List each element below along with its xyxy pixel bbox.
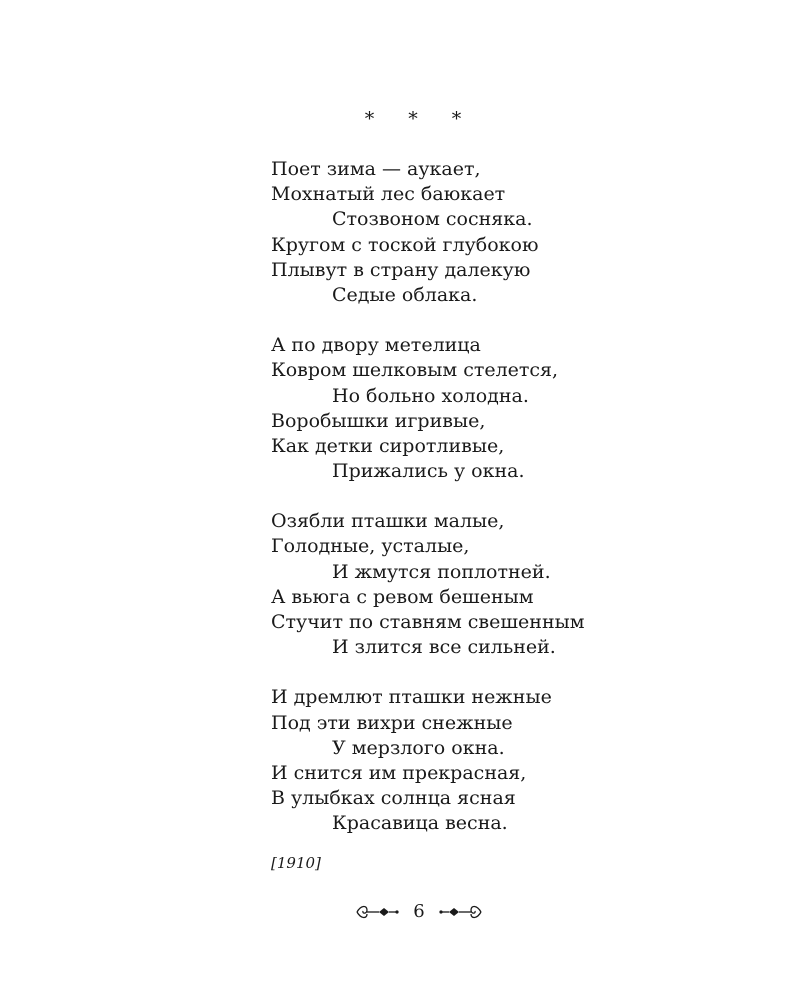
poem-line: Как детки сиротливые, xyxy=(271,434,505,457)
poem-line-indented: Красавица весна. xyxy=(332,812,508,835)
poem-line-indented: Прижались у окна. xyxy=(332,460,525,483)
poem-line: Плывут в страну далекую xyxy=(271,258,531,281)
poem-line: Поет зима — аукает, xyxy=(271,158,481,180)
poem-line-indented: Стозвоном сосняка. xyxy=(332,208,533,231)
stanza xyxy=(271,509,711,660)
poem-line: Голодные, усталые, xyxy=(271,535,470,558)
poem-line: Ковром шелковым стелется, xyxy=(271,359,559,382)
page-number: 6 xyxy=(413,901,425,922)
poem-body xyxy=(271,157,711,874)
poem-line-indented: Но больно холодна. xyxy=(332,384,529,407)
stanza xyxy=(271,157,711,308)
flourish-ornament-right-icon xyxy=(439,902,483,922)
poem-line: Под эти вихри снежные xyxy=(271,711,513,734)
poem-line-indented: И злится все сильней. xyxy=(332,636,556,659)
page-footer xyxy=(0,900,800,924)
poem-line: Стучит по ставням свешенным xyxy=(271,611,585,633)
stanza xyxy=(271,685,711,836)
poem-line-indented: У мерзлого окна. xyxy=(332,736,505,759)
section-separator: * * * xyxy=(364,108,476,130)
poem-line: И снится им прекрасная, xyxy=(271,761,527,784)
poem-line: В улыбках солнца ясная xyxy=(271,787,516,810)
poem-line: Воробышки игривые, xyxy=(271,409,486,432)
stanza xyxy=(271,333,711,484)
flourish-ornament-left-icon xyxy=(355,902,399,922)
poem-line: А вьюга с ревом бешеным xyxy=(271,585,534,608)
poem-line: Озябли пташки малые, xyxy=(271,510,505,533)
poem-line-indented: И жмутся поплотней. xyxy=(332,560,551,583)
poem-line-indented: Седые облака. xyxy=(332,283,478,306)
poem-date: [1910] xyxy=(271,853,321,872)
poem-line: И дремлют пташки нежные xyxy=(271,686,552,709)
poem-line: Кругом с тоской глубокою xyxy=(271,233,539,256)
poem-line: Мохнатый лес баюкает xyxy=(271,183,506,206)
poem-line: А по двору метелица xyxy=(271,334,481,357)
